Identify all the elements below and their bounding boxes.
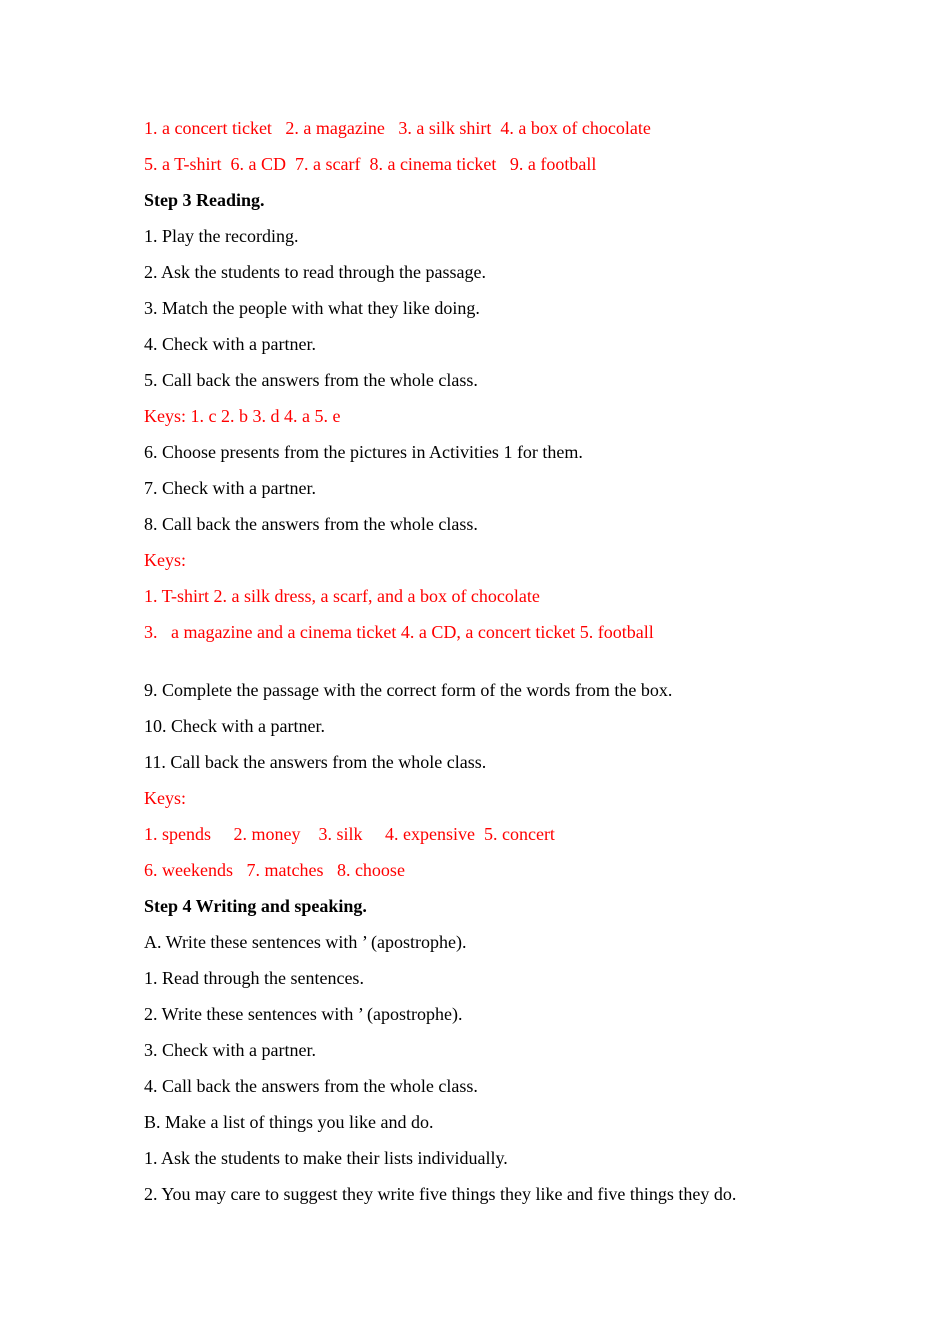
step-4-b-item-2: 2. You may care to suggest they write five things they like and five things they do. [144, 1184, 737, 1204]
step-3-item-10: 10. Check with a partner. [144, 716, 325, 736]
step-3-item-9: 9. Complete the passage with the correct form of the words from the box. [144, 680, 673, 700]
step-3-item-8: 8. Call back the answers from the whole class. [144, 514, 478, 534]
step-3-item-5: 5. Call back the answers from the whole class. [144, 370, 478, 390]
step-4-part-b: B. Make a list of things you like and do. [144, 1112, 434, 1132]
keys-matching: Keys: 1. c 2. b 3. d 4. a 5. e [144, 406, 341, 426]
keys-passage-line-2: 6. weekends 7. matches 8. choose [144, 860, 405, 880]
step-3-item-1: 1. Play the recording. [144, 226, 299, 246]
presents-list-line-2: 5. a T-shirt 6. a CD 7. a scarf 8. a cinema ticket 9. a football [144, 154, 597, 174]
keys-presents-line-2: 3. a magazine and a cinema ticket 4. a CD, a concert ticket 5. football [144, 622, 654, 642]
step-3-item-6: 6. Choose presents from the pictures in Activities 1 for them. [144, 442, 583, 462]
step-3-heading: Step 3 Reading. [144, 190, 265, 210]
step-4-b-item-1: 1. Ask the students to make their lists individually. [144, 1148, 508, 1168]
keys-passage-label: Keys: [144, 788, 186, 808]
presents-list-line-1: 1. a concert ticket 2. a magazine 3. a silk shirt 4. a box of chocolate [144, 118, 651, 138]
paragraph-gap [144, 650, 844, 672]
step-3-item-2: 2. Ask the students to read through the passage. [144, 262, 486, 282]
step-4-a-item-1: 1. Read through the sentences. [144, 968, 364, 988]
step-4-a-item-2: 2. Write these sentences with ’ (apostrophe). [144, 1004, 463, 1024]
document-page [144, 110, 844, 1212]
step-4-a-item-3: 3. Check with a partner. [144, 1040, 316, 1060]
step-4-a-item-4: 4. Call back the answers from the whole class. [144, 1076, 478, 1096]
keys-passage-line-1: 1. spends 2. money 3. silk 4. expensive 5. concert [144, 824, 555, 844]
keys-presents-line-1: 1. T-shirt 2. a silk dress, a scarf, and a box of chocolate [144, 586, 540, 606]
step-3-item-7: 7. Check with a partner. [144, 478, 316, 498]
step-3-item-11: 11. Call back the answers from the whole class. [144, 752, 487, 772]
step-4-heading: Step 4 Writing and speaking. [144, 896, 367, 916]
step-3-item-3: 3. Match the people with what they like doing. [144, 298, 480, 318]
step-4-part-a: A. Write these sentences with ’ (apostrophe). [144, 932, 467, 952]
keys-presents-label: Keys: [144, 550, 186, 570]
step-3-item-4: 4. Check with a partner. [144, 334, 316, 354]
